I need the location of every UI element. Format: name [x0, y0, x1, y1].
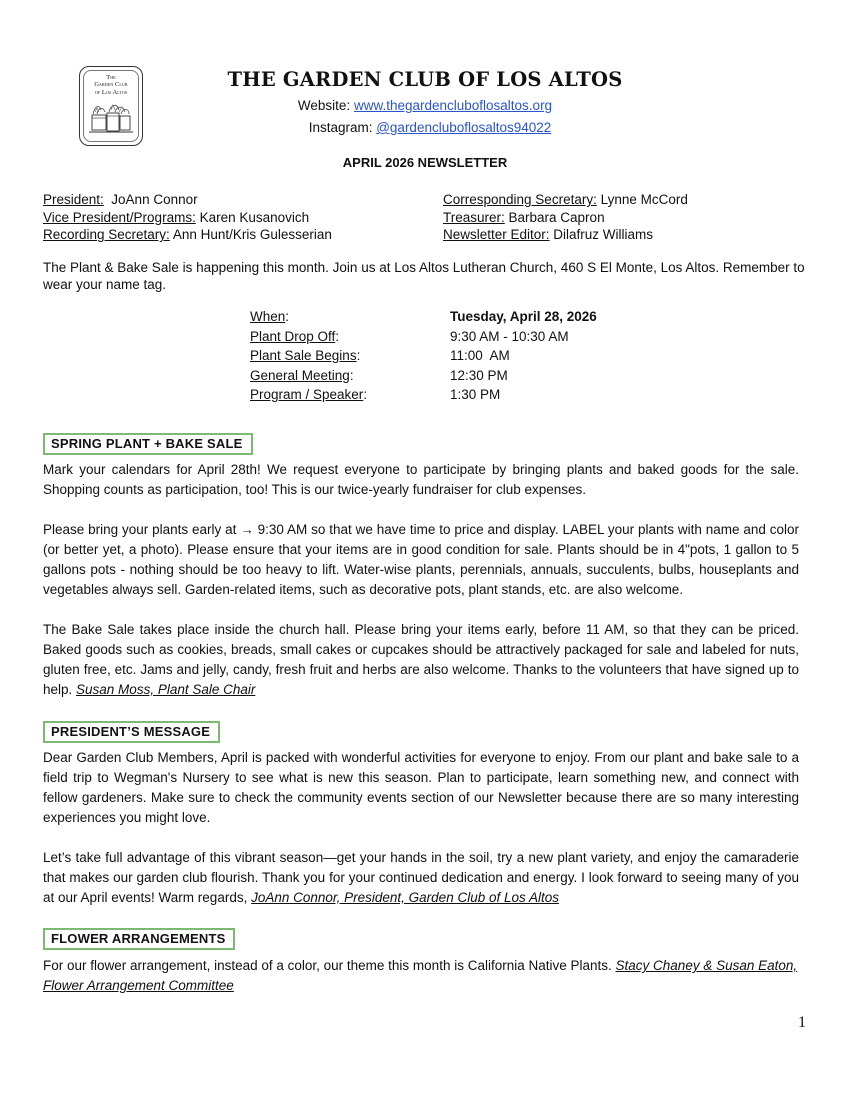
logo-line: of Los Altos — [94, 88, 128, 96]
officer-role: Vice President/Programs: — [43, 209, 196, 225]
officer-name: Lynne McCord — [596, 192, 688, 207]
officer-role: President: — [43, 192, 104, 207]
website-line — [0, 98, 850, 113]
officer-name: Dilafruz Williams — [549, 227, 654, 243]
schedule-label: Plant Sale Begins: — [250, 348, 361, 364]
intro-paragraph: The Plant & Bake Sale is happening this month. Join us at Los Altos Lutheran Church, 460 S El Monte, Los Altos. Remember to wear your name tag. — [43, 260, 805, 292]
schedule-label: Plant Drop Off: — [250, 328, 340, 344]
schedule-value: 1:30 PM — [450, 387, 501, 403]
schedule-value: 12:30 PM — [450, 367, 508, 383]
section-heading-flowers: FLOWER ARRANGEMENTS — [43, 928, 235, 950]
officer-name: Barbara Capron — [504, 209, 605, 225]
officer-name: Karen Kusanovich — [195, 209, 310, 225]
plant-sale-paragraph-2: Please bring your plants early at → 9:30 AM so that we have time to price and display. LABEL your plants with name and color (or better yet, a photo). Please ensure that your items are in good condition for sale. Plants should be in 4"pots, 1 gallon to 5 gallons pots - nothing should be too heavy to lift. Water-wise plants, perennials, annuals, succulents, bulbs, houseplants and vegetables always sell. Garden-related items, such as decorative pots, plant stands, etc. are also welcome. — [43, 522, 799, 597]
logo-line: The — [106, 74, 116, 81]
plant-sale-signature: Susan Moss, Plant Sale Chair — [76, 681, 256, 697]
officer-row — [443, 209, 688, 227]
instagram-line — [0, 120, 850, 135]
schedule-value: Tuesday, April 28, 2026 — [450, 309, 597, 324]
officer-row — [443, 191, 688, 209]
schedule-label: Program / Speaker: — [250, 387, 368, 403]
officer-role: Corresponding Secretary: — [443, 192, 597, 207]
schedule-value: 11:00 AM — [450, 348, 510, 364]
schedule-label: When: — [250, 309, 290, 324]
page-number: 1 — [798, 1014, 806, 1031]
president-paragraph-2: Let’s take full advantage of this vibrant season—get your hands in the soil, try a new plant variety, and enjoy the camaraderie that makes our garden club flourish. Thank you for your continued dedication and energy. I look forward to seeing many of you at our April events! Warm regards, JoAnn Connor, President, Garden Club of Los Altos — [43, 850, 799, 905]
officer-row — [43, 226, 332, 244]
club-title: THE GARDEN CLUB OF LOS ALTOS — [227, 68, 623, 91]
officers-right — [443, 191, 688, 244]
officer-role: Newsletter Editor: — [443, 227, 550, 243]
section-heading-plant-sale: SPRING PLANT + BAKE SALE — [43, 433, 253, 455]
president-signature: JoAnn Connor, President, Garden Club of Los Altos — [251, 889, 560, 905]
section-heading-president: PRESIDENT’S MESSAGE — [43, 721, 220, 743]
officer-name: JoAnn Connor — [103, 192, 198, 207]
officer-role: Treasurer: — [443, 209, 505, 225]
officer-name: Ann Hunt/Kris Gulesserian — [169, 227, 332, 243]
instagram-link[interactable]: @gardencluboflosaltos94022 — [376, 120, 552, 135]
plant-sale-paragraph-3: The Bake Sale takes place inside the church hall. Please bring your items early, before 11 AM, so that they can be priced. Baked goods such as cookies, breads, small cakes or cupcakes should be attractively packaged for sale and labeled for nuts, gluten free, etc. Jams and jelly, candy, fresh fruit and herbs are also welcome. Thanks to the volunteers that have signed up to help. Susan Moss, Plant Sale Chair — [43, 622, 799, 697]
officers-left — [43, 191, 332, 244]
flowers-paragraph: For our flower arrangement, instead of a color, our theme this month is California Native Plants. Stacy Chaney & Susan Eaton, Flower Arrangement Committee — [43, 958, 798, 993]
officer-role: Recording Secretary: — [43, 227, 170, 243]
instagram-label: Instagram: — [308, 120, 377, 135]
officer-row — [43, 191, 332, 209]
logo-line: Garden Club — [94, 81, 128, 89]
schedule-label: General Meeting: — [250, 367, 354, 383]
flowers-signature: Stacy Chaney & Susan Eaton, Flower Arrangement Committee — [43, 958, 798, 993]
newsletter-title: APRIL 2026 NEWSLETTER — [342, 155, 508, 170]
plant-sale-paragraph-1: Mark your calendars for April 28th! We request everyone to participate by bringing plants and baked goods for the sale. Shopping counts as participation, too! This is our twice-yearly fundraiser for club expenses. — [43, 462, 799, 497]
website-label: Website: — [297, 98, 354, 113]
president-paragraph-1: Dear Garden Club Members, April is packed with wonderful activities for everyone to enjoy. From our plant and bake sale to a field trip to Wegman's Nursery to see what is new this season. Plan to participate, learn something new, and connect with fellow gardeners. Make sure to check the community events section of our Newsletter because there are so many interesting experiences you might love. — [43, 750, 799, 825]
officer-row — [43, 209, 332, 227]
schedule-value: 9:30 AM - 10:30 AM — [450, 328, 569, 344]
officer-row — [443, 226, 688, 244]
website-link[interactable]: www.thegardencluboflosaltos.org — [353, 98, 553, 113]
